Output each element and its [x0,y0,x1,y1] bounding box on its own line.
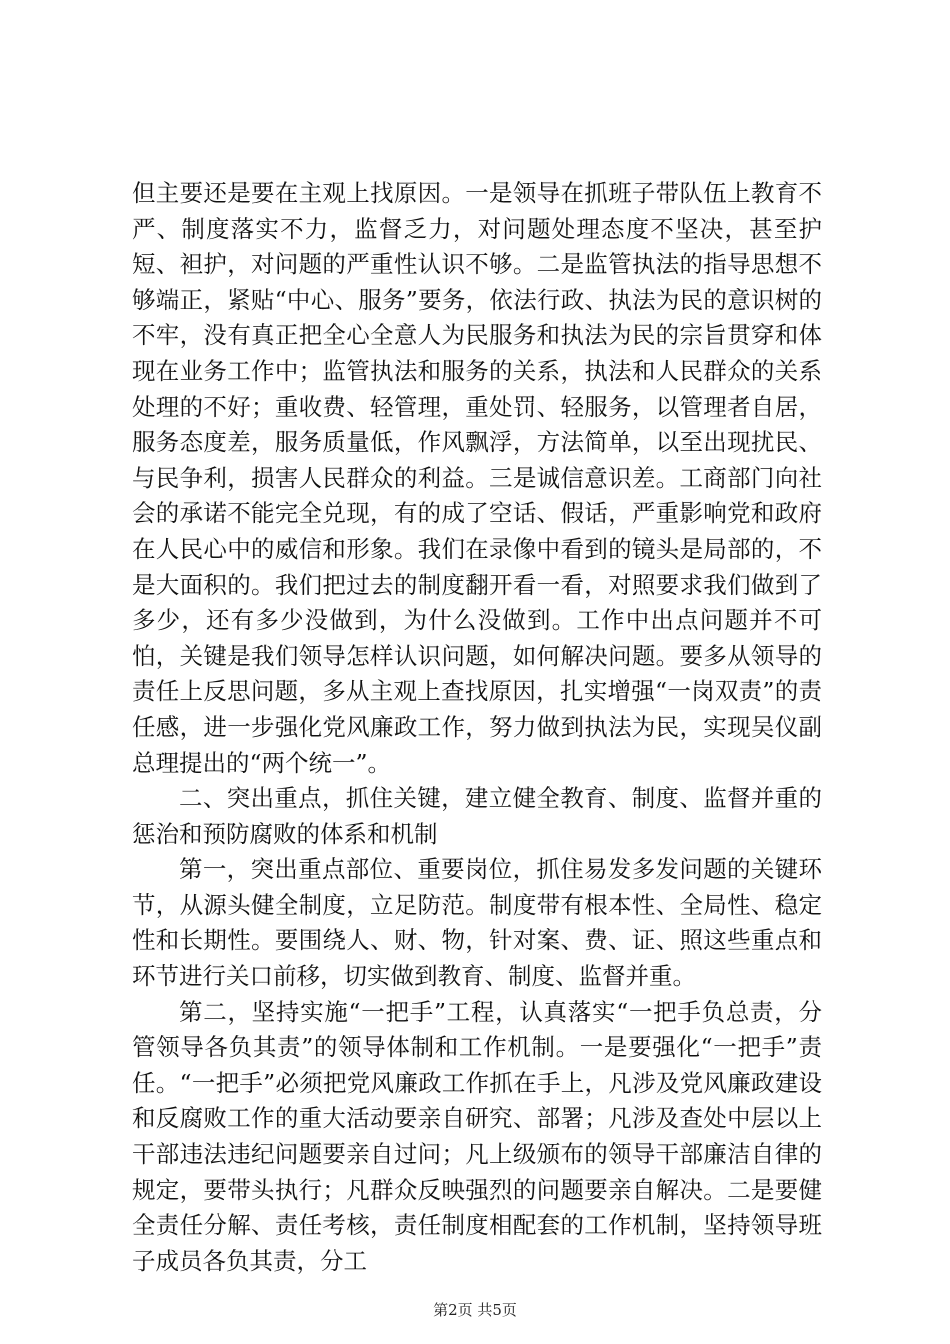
page-number-footer: 第2页 共5页 [433,1301,517,1319]
section-heading-two: 二、突出重点，抓住关键，建立健全教育、制度、监督并重的惩治和预防腐败的体系和机制 [132,784,822,848]
paragraph-second-point: 第二，坚持实施“一把手”工程，认真落实“一把手负总责，分管领导各负其责”的领导体制和工作机制。一是要强化“一把手”责任。“一把手”必须把党风廉政工作抓在手上，凡涉及党风廉政建设和反腐败工作的重大活动要亲自研究、部署；凡涉及查处中层以上干部违法违纪问题要亲自过问；凡上级颁布的领导干部廉洁自律的规定，要带头执行；凡群众反映强烈的问题要亲自解决。二是要健全责任分解、责任考核，责任制度相配套的工作机制，坚持领导班子成员各负其责，分工 [132,997,822,1275]
paragraph-first-point: 第一，突出重点部位、重要岗位，抓住易发多发问题的关键环节，从源头健全制度，立足防范。制度带有根本性、全局性、稳定性和长期性。要围绕人、财、物，针对案、费、证、照这些重点和环节进行关口前移，切实做到教育、制度、监督并重。 [132,855,822,991]
paragraph-causes: 但主要还是要在主观上找原因。一是领导在抓班子带队伍上教育不严、制度落实不力，监督乏力，对问题处理态度不坚决，甚至护短、袒护，对问题的严重性认识不够。二是监管执法的指导思想不够端正，紧贴“中心、服务”要务，依法行政、执法为民的意识树的不牢，没有真正把全心全意人为民服务和执法为民的宗旨贯穿和体现在业务工作中；监管执法和服务的关系，执法和人民群众的关系处理的不好；重收费、轻管理，重处罚、轻服务，以管理者自居，服务态度差，服务质量低，作风飘浮，方法简单，以至出现扰民、与民争利，损害人民群众的利益。三是诚信意识差。工商部门向社会的承诺不能完全兑现，有的成了空话、假话，严重影响党和政府在人民心中的威信和形象。我们在录像中看到的镜头是局部的，不是大面积的。我们把过去的制度翻开看一看，对照要求我们做到了多少，还有多少没做到，为什么没做到。工作中出点问题并不可怕，关键是我们领导怎样认识问题，如何解决问题。要多从领导的责任上反思问题，多从主观上查找原因，扎实增强“一岗双责”的责任感，进一步强化党风廉政工作，努力做到执法为民，实现吴仪副总理提出的“两个统一”。 [132,179,822,777]
document-body [132,176,822,1279]
